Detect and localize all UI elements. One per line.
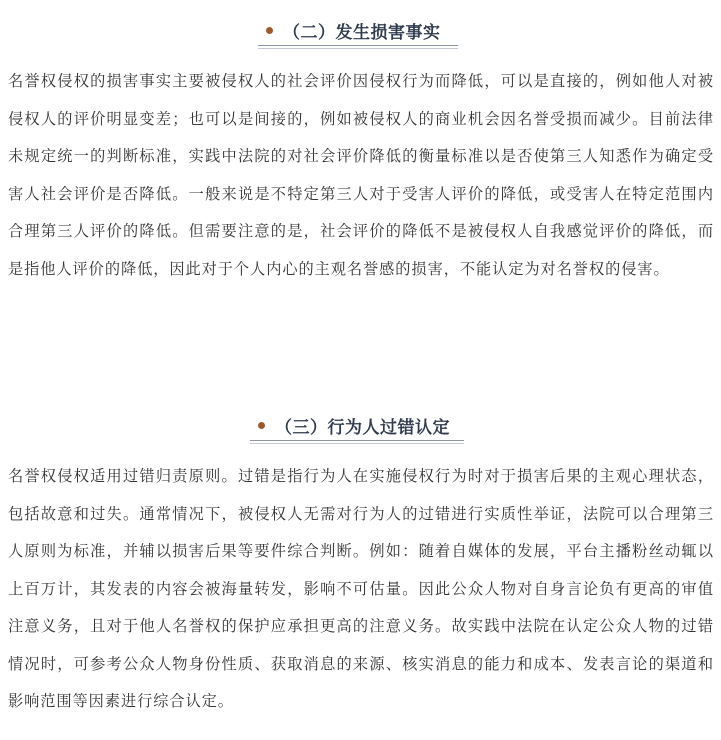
section-three-heading bbox=[258, 413, 450, 438]
section-two-paragraph: 名誉权侵权的损害事实主要被侵权人的社会评价因侵权行为而降低，可以是直接的，例如他人对被侵权人的评价明显变差；也可以是间接的，例如被侵权人的商业机会因名誉受损而减少。目前法律未规定统一的判断标准，实践中法院的对社会评价降低的衡量标准以是否使第三人知悉作为确定受害人社会评价是否降低。一般来说是不特定第三人对于受害人评价的降低，或受害人在特定范围内合理第三人评价的降低。但需要注意的是，社会评价的降低不是被侵权人自我感觉评价的降低，而是指他人评价的降低，因此对于个人内心的主观名誉感的损害，不能认定为对名誉权的侵害。 bbox=[8, 72, 714, 278]
bullet-dot-icon bbox=[266, 27, 273, 34]
section-two-heading bbox=[266, 18, 441, 43]
heading-underline bbox=[258, 45, 458, 46]
section-three-paragraph: 名誉权侵权适用过错归责原则。过错是指行为人在实施侵权行为时对于损害后果的主观心理状态，包括故意和过失。通常情况下，被侵权人无需对行为人的过错进行实质性举证，法院可以合理第三人原则为标准，并辅以损害后果等要件综合判断。例如：随着自媒体的发展，平台主播粉丝动辄以上百万计，其发表的内容会被海量转发，影响不可估量。因此公众人物对自身言论负有更高的审值注意义务，且对于他人名誉权的保护应承担更高的注意义务。故实践中法院在认定公众人物的过错情况时，可参考公众人物身份性质、获取消息的来源、核实消息的能力和成本、发表言论的渠道和影响范围等因素进行综合认定。 bbox=[8, 467, 714, 710]
section-three-title: （三）行为人过错认定 bbox=[275, 418, 450, 438]
heading-underline bbox=[250, 440, 464, 441]
section-three-heading-block bbox=[0, 409, 721, 449]
section-two-title: （二）发生损害事实 bbox=[283, 23, 441, 43]
heading-underline-secondary bbox=[258, 48, 458, 49]
bullet-dot-icon bbox=[258, 422, 265, 429]
heading-underline-secondary bbox=[250, 443, 464, 444]
section-two-heading-block bbox=[0, 14, 721, 54]
